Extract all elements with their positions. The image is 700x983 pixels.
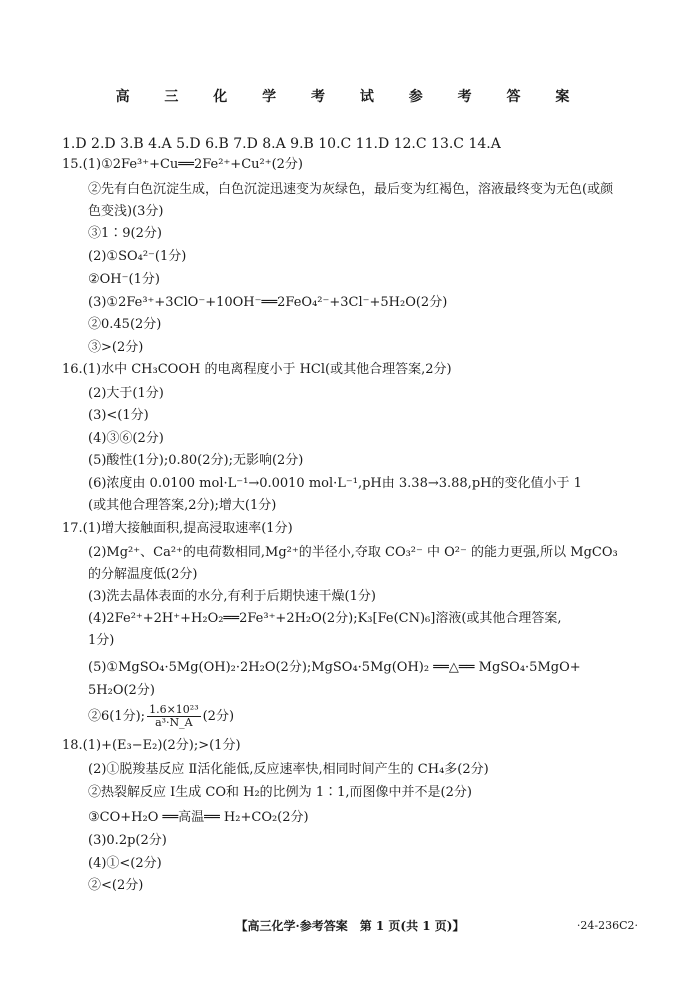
answer-line: (6)浓度由 0.0100 mol·L⁻¹→0.0010 mol·L⁻¹,pH由 3.38→3.88,pH的变化值小于 1 [88, 476, 582, 491]
answer-line: (5)酸性(1分);0.80(2分);无影响(2分) [88, 453, 304, 468]
fraction-denominator: a³·N_A [155, 716, 193, 729]
answer-line: (2)①SO₄²⁻(1分) [88, 249, 187, 264]
answer-line: (2)大于(1分) [88, 386, 164, 401]
answer-line: 1分) [88, 633, 115, 648]
answer-line: 18.(1)+(E₃−E₂)(2分);>(1分) [62, 738, 241, 753]
answer-line: (3)<(1分) [88, 408, 149, 423]
answer-line: 色变浅)(3分) [88, 204, 164, 219]
answer-line: ②先有白色沉淀生成，白色沉淀迅速变为灰绿色，最后变为红褐色，溶液最终变为无色(或颜 [88, 182, 614, 197]
page-title: 高 三 化 学 考 试 参 考 答 案 [115, 89, 585, 105]
answer-line: ③>(2分) [88, 340, 144, 355]
answer-line: ②热裂解反应 Ⅰ生成 CO和 H₂的比例为 1∶1,而图像中并不是(2分) [88, 785, 472, 800]
answer-line: ②<(2分) [88, 878, 144, 893]
answer-line: (4)③⑥(2分) [88, 431, 164, 446]
footer-code: ·24-236C2· [576, 919, 638, 932]
answer-line: (4)2Fe²⁺+2H⁺+H₂O₂══2Fe³⁺+2H₂O(2分);K₃[Fe(CN)₆]溶液(或其他合理答案, [88, 611, 562, 626]
fraction-suffix: (2分) [202, 709, 235, 724]
answer-line: (3)洗去晶体表面的水分,有利于后期快速干燥(1分) [88, 589, 376, 604]
footer-page-info: 【高三化学·参考答案 第 1 页(共 1 页)】 [235, 919, 465, 933]
answer-line: 5H₂O(2分) [88, 683, 155, 698]
answer-line: (2)Mg²⁺、Ca²⁺的电荷数相同,Mg²⁺的半径小,夺取 CO₃²⁻ 中 O²⁻ 的能力更强,所以 MgCO₃ [88, 545, 618, 560]
answer-line: ③CO+H₂O ══高温══ H₂+CO₂(2分) [88, 810, 309, 825]
answer-line: (2)①脱羧基反应 Ⅱ活化能低,反应速率快,相同时间产生的 CH₄多(2分) [88, 762, 489, 777]
answer-line: ②0.45(2分) [88, 317, 162, 332]
multiple-choice-answers: 1.D 2.D 3.B 4.A 5.D 6.B 7.D 8.A 9.B 10.C 11.D 12.C 13.C 14.A [62, 136, 501, 152]
answer-line: (3)0.2p(2分) [88, 833, 167, 848]
answer-line-fraction [88, 704, 234, 730]
answer-line: 的分解温度低(2分) [88, 567, 198, 582]
answer-line: (5)①MgSO₄·5Mg(OH)₂·2H₂O(2分);MgSO₄·5Mg(OH)₂ ══△══ MgSO₄·5MgO+ [88, 660, 581, 675]
answer-line: (或其他合理答案,2分);增大(1分) [88, 498, 277, 513]
answer-line: 16.(1)水中 CH₃COOH 的电离程度小于 HCl(或其他合理答案,2分) [62, 362, 452, 377]
fraction-prefix: ②6(1分); [88, 709, 146, 724]
fraction [147, 704, 201, 729]
answer-line: 17.(1)增大接触面积,提高浸取速率(1分) [62, 521, 293, 536]
answer-line: ②OH⁻(1分) [88, 272, 160, 287]
answer-line: (3)①2Fe³⁺+3ClO⁻+10OH⁻══2FeO₄²⁻+3Cl⁻+5H₂O(2分) [88, 295, 448, 310]
answer-line: 15.(1)①2Fe³⁺+Cu══2Fe²⁺+Cu²⁺(2分) [62, 157, 304, 172]
answer-line: (4)①<(2分) [88, 856, 162, 871]
fraction-numerator: 1.6×10²³ [149, 703, 199, 716]
answer-line: ③1∶9(2分) [88, 226, 162, 241]
